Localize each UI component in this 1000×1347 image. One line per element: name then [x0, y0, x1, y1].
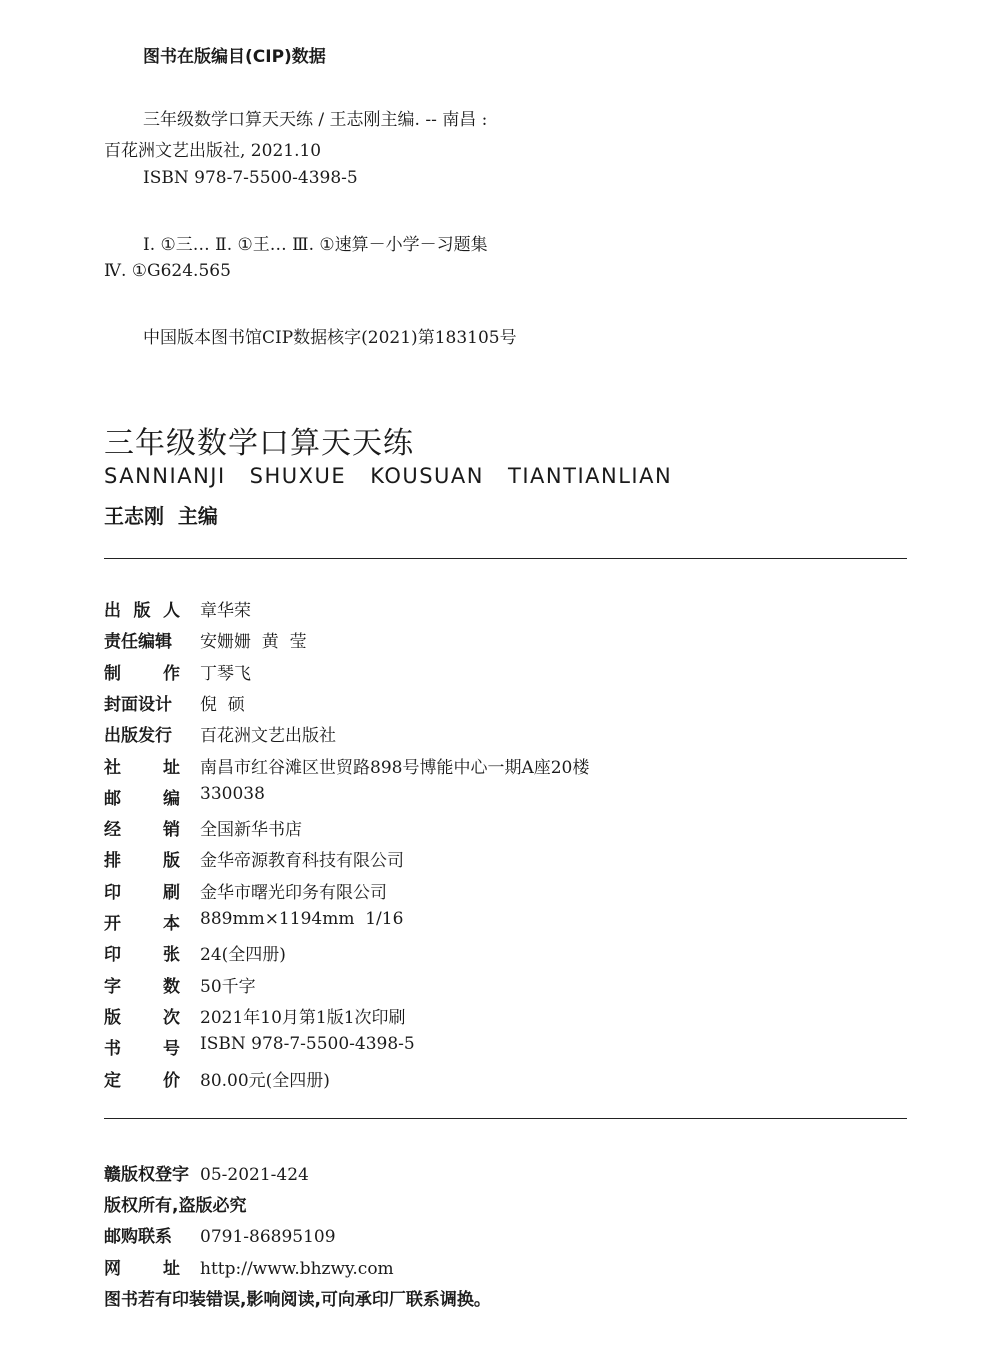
detail-value: 安姗姗 黄 莹 [200, 632, 307, 653]
detail-label-char: 印 [104, 882, 121, 903]
detail-value: 50千字 [200, 976, 256, 997]
detail-label [104, 659, 180, 684]
detail-label-char: 价 [163, 1070, 180, 1091]
detail-value: 丁琴飞 [200, 663, 251, 684]
detail-label-char: 定 [104, 1070, 121, 1091]
divider-top [104, 558, 907, 559]
detail-label-char: 号 [163, 1039, 180, 1060]
cip-line-3: ISBN 978-7-5500-4398-5 [143, 168, 358, 188]
website [104, 1254, 394, 1279]
detail-label-char: 编 [163, 788, 180, 809]
cip-line-1: 三年级数学口算天天练 / 王志刚主编. -- 南昌 : [143, 110, 488, 130]
website-label-char: 网 [104, 1259, 121, 1279]
book-editor: 王志刚 主编 [104, 504, 218, 528]
cip-line-2: 百花洲文艺出版社, 2021.10 [104, 141, 322, 161]
detail-value: 2021年10月第1版1次印刷 [200, 1007, 406, 1028]
pinyin-word: SANNIANJI [104, 464, 226, 488]
detail-label [104, 627, 180, 652]
mail-order-label: 邮购联系 [104, 1227, 172, 1247]
misprint-notice: 图书若有印装错误,影响阅读,可向承印厂联系调换。 [104, 1290, 491, 1310]
mail-order-contact [104, 1222, 336, 1247]
detail-label [104, 972, 180, 997]
detail-value: 金华市曙光印务有限公司 [200, 882, 387, 903]
detail-label-char: 责任编辑 [104, 632, 172, 653]
detail-label [104, 815, 180, 840]
detail-label-char: 版 [163, 851, 180, 872]
detail-value: ISBN 978-7-5500-4398-5 [200, 1034, 415, 1055]
detail-label-char: 邮 [104, 788, 121, 809]
detail-label [104, 690, 180, 715]
detail-label [104, 753, 180, 778]
detail-value: 24(全四册) [200, 945, 286, 966]
detail-label [104, 909, 180, 934]
pinyin-word: TIANTIANLIAN [508, 464, 673, 488]
detail-label [104, 878, 180, 903]
detail-label [104, 721, 180, 746]
detail-label-char: 刷 [163, 882, 180, 903]
detail-label [104, 940, 180, 965]
detail-value: 889mm×1194mm 1/16 [200, 909, 404, 929]
cip-heading: 图书在版编目(CIP)数据 [143, 47, 326, 67]
detail-label-char: 址 [163, 757, 180, 778]
book-title: 三年级数学口算天天练 [104, 426, 414, 461]
mail-order-value: 0791-86895109 [200, 1227, 336, 1247]
copyright-registration [104, 1160, 309, 1185]
detail-label-char: 张 [163, 945, 180, 966]
detail-label-char: 经 [104, 820, 121, 841]
detail-label-char: 数 [163, 976, 180, 997]
detail-label-char: 书 [104, 1039, 121, 1060]
detail-label-char: 版 [133, 601, 151, 621]
detail-label-char: 制 [104, 663, 121, 684]
detail-label [104, 1034, 180, 1059]
detail-label-char: 出版发行 [104, 726, 172, 747]
detail-label-char: 排 [104, 851, 121, 872]
cip-line-6: 中国版本图书馆CIP数据核字(2021)第183105号 [143, 328, 517, 348]
detail-label [104, 846, 180, 871]
pinyin-word: SHUXUE [249, 464, 347, 488]
detail-label-char: 封面设计 [104, 694, 172, 715]
website-label-char: 址 [163, 1259, 180, 1279]
detail-label-char: 人 [163, 601, 180, 621]
detail-value: 章华荣 [200, 601, 251, 621]
detail-label-char: 社 [104, 757, 121, 778]
detail-value: 南昌市红谷滩区世贸路898号博能中心一期A座20楼 [200, 757, 590, 778]
copyright-registration-label: 赣版权登字 [104, 1165, 189, 1185]
detail-value: 80.00元(全四册) [200, 1070, 330, 1091]
detail-value: 金华帝源教育科技有限公司 [200, 851, 404, 872]
pinyin-word: KOUSUAN [370, 464, 485, 488]
detail-label-char: 次 [163, 1007, 180, 1028]
copyright-registration-value: 05-2021-424 [200, 1165, 309, 1185]
rights-reserved: 版权所有,盗版必究 [104, 1196, 247, 1216]
cip-line-4: Ⅰ. ①三… Ⅱ. ①王… Ⅲ. ①速算－小学－习题集 [143, 235, 488, 255]
divider-bottom [104, 1118, 907, 1119]
detail-value: 百花洲文艺出版社 [200, 726, 336, 747]
detail-label [104, 1003, 180, 1028]
detail-label-char: 版 [104, 1007, 121, 1028]
detail-label [104, 1066, 180, 1091]
detail-label-char: 作 [163, 663, 180, 684]
website-label [104, 1254, 180, 1279]
detail-label-char: 印 [104, 945, 121, 966]
detail-value: 330038 [200, 783, 265, 804]
book-pinyin-title [104, 464, 696, 488]
detail-label-char: 销 [163, 820, 180, 841]
detail-value: 倪 硕 [200, 694, 245, 715]
detail-label-char: 字 [104, 976, 121, 997]
website-url[interactable]: http://www.bhzwy.com [200, 1259, 394, 1279]
detail-label-char: 本 [163, 914, 180, 934]
detail-label [104, 596, 180, 621]
detail-label [104, 784, 180, 809]
detail-label-char: 开 [104, 914, 121, 934]
cip-line-5: Ⅳ. ①G624.565 [104, 261, 231, 281]
detail-label-char: 出 [104, 601, 121, 621]
detail-value: 全国新华书店 [200, 820, 302, 841]
